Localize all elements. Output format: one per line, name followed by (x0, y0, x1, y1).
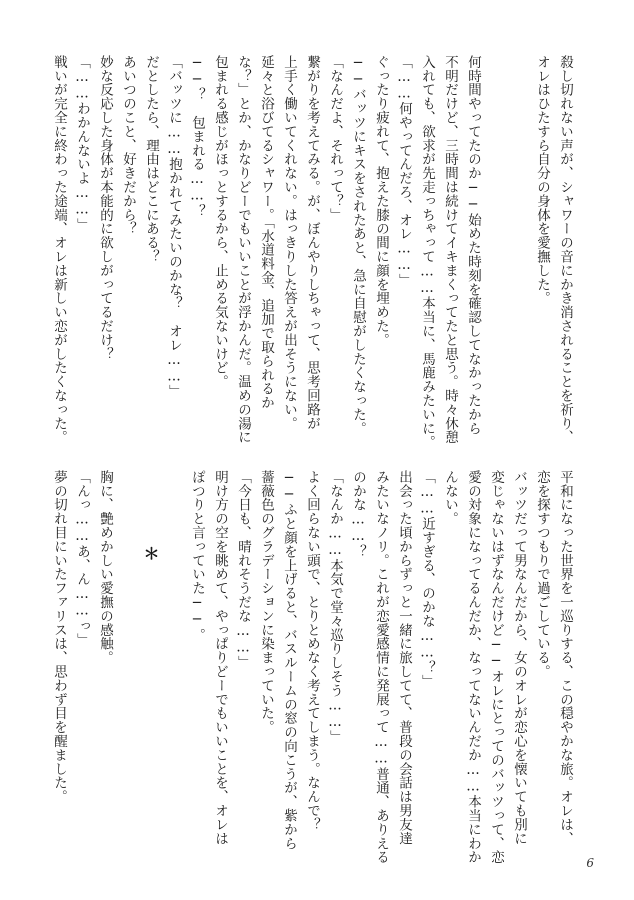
text-line: 延々と浴びてるシャワー。「水道料金、追加で取られるか (258, 55, 274, 410)
text-line: よく回らない頭で、とりとめなく考えてしまう。なんで？ (304, 470, 320, 832)
text-line: 変じゃないはずなんだけど──オレにとってのバッツって、恋 (488, 470, 504, 865)
text-line: バッツだって男なんだから、女のオレが恋心を懐いても別に (511, 470, 527, 846)
text-line: あいつのこと、好きだから？ (120, 55, 136, 236)
text-line: 「……わかんないよ……」 (74, 55, 90, 232)
text-line: ぐったり疲れて、抱えた膝の間に顔を埋めた。 (373, 55, 389, 347)
text-line: のかな……？ (350, 470, 366, 559)
text-line: 何時間やってたのか──始めた時刻を確認してなかったから (465, 55, 481, 436)
text-line: 繋がりを考えてみる。が、ぼんやりしちゃって、思考回路が (304, 55, 320, 431)
text-line: ぽつりと言っていた──。 (189, 470, 205, 642)
text-line: な？」とか、かなりどーでもいいことが浮かんだ。温めの湯に (235, 55, 251, 445)
text-line: 殺し切れない声が、シャワーの音にかき消されることを祈り、 (557, 55, 573, 445)
text-line: 愛の対象になってるんだか、なってないんだか……本当にわか (465, 470, 481, 865)
text-line: 入れても、欲求が先走っちゃって……本当に、馬鹿みたいに。 (419, 55, 435, 450)
text-line: んない。 (442, 470, 458, 526)
text-line: 不明だけど、三時間は続けてイキまくってたと思う。時々休憩 (442, 55, 458, 445)
paragraph-break (507, 55, 530, 450)
text-line: 「……何やってんだろ、オレ……」 (396, 55, 412, 288)
section-separator: ＊ (141, 545, 160, 562)
text-line: みたいなノリ。これが恋愛感情に発展って……普通、ありえる (373, 470, 389, 865)
text-line: 妙な反応した身体が本能的に欲しがってるだけ？ (97, 55, 113, 361)
text-line: 「なんか……本気で堂々巡りしそう……」 (327, 470, 343, 745)
text-line: 薔薇色のグラデーションに染まっていた。 (258, 470, 274, 735)
text-line: 「今日も、晴れそうだな……」 (235, 470, 251, 670)
page-number: 6 (586, 856, 594, 870)
text-line: ──？ 包まれる……？ (189, 55, 205, 218)
text-line: ──バッツにキスをされたあと、急に自慰がしたくなった。 (350, 55, 366, 436)
lower-text-block (51, 470, 576, 865)
paragraph-break (484, 55, 507, 450)
text-line: 出会った頃からずっと一緒に旅してて、普段の会話は男友達 (396, 470, 412, 846)
upper-text-block (51, 55, 576, 450)
text-line: オレはひたすら自分の身体を愛撫した。 (534, 55, 550, 306)
text-line: 胸に、艶めかしい愛撫の感触。 (97, 470, 113, 665)
text-line: 平和になった世界を一巡りする、この穏やかな旅。オレは、 (557, 470, 573, 846)
text-line: 明け方の空を眺めて、やっぱりどーでもいいことを、オレは (212, 470, 228, 846)
text-line: 包まれる感じがほっとするから、止める気ないけど。 (212, 55, 228, 389)
text-line: 恋を探すつもりで過ごしている。 (534, 470, 550, 679)
text-line: 夢の切れ目にいたファリスは、思わず目を醒ました。 (51, 470, 67, 804)
text-line: ──ふと顔を上げると、バスルームの窓の向こうが、紫から (281, 470, 297, 851)
text-line: 「なんだよ、それって？」 (327, 55, 343, 222)
text-line: 「……近すぎる、のかな……？」 (419, 470, 435, 689)
text-line: 上手く働いてくれない。はっきりした答えが出そうにない。 (281, 55, 297, 431)
text-line: 戦いが完全に終わった途端、オレは新しい恋がしたくなった。 (51, 55, 67, 445)
paragraph-break (116, 470, 139, 850)
text-line: 「んっ……あ、ん……っ」 (74, 470, 90, 647)
text-line: 「バッツに……抱かれてみたいのかな？ オレ……」 (166, 55, 182, 399)
paragraph-break (162, 470, 185, 850)
text-line: だとしたら、理由はどこにある？ (143, 55, 159, 264)
